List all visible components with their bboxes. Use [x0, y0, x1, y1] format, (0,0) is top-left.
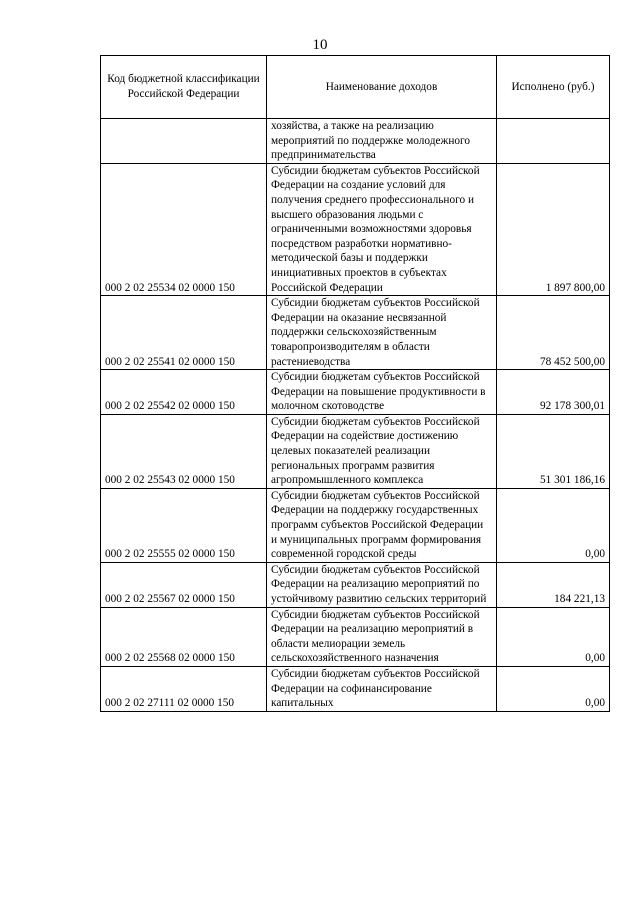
revenue-name-cell: Субсидии бюджетам субъектов Российской Федерации на софинансирование капитальных [267, 666, 497, 711]
header-revenue-name: Наименование доходов [267, 56, 497, 119]
table-row [101, 562, 610, 607]
page-number: 10 [312, 37, 328, 53]
budget-code-cell: 000 2 02 25555 02 0000 150 [101, 488, 267, 562]
table-row [101, 296, 610, 370]
header-executed-amount: Исполнено (руб.) [497, 56, 610, 119]
revenue-name-cell: Субсидии бюджетам субъектов Российской Федерации на содействие достижению целевых показателей реализации региональных программ развития агропромышленного комплекса [267, 414, 497, 488]
amount-cell: 51 301 186,16 [497, 414, 610, 488]
table-row [101, 666, 610, 711]
table-row [101, 163, 610, 295]
budget-code-cell: 000 2 02 25568 02 0000 150 [101, 607, 267, 666]
table-row [101, 370, 610, 415]
revenue-table [100, 55, 610, 712]
amount-cell [497, 119, 610, 164]
revenue-name-cell: Субсидии бюджетам субъектов Российской Федерации на оказание несвязанной поддержки сельскохозяйственным товаропроизводителям в области растениеводства [267, 296, 497, 370]
amount-cell: 0,00 [497, 607, 610, 666]
table-row [101, 607, 610, 666]
table-row [101, 414, 610, 488]
amount-cell: 0,00 [497, 666, 610, 711]
budget-code-cell: 000 2 02 25542 02 0000 150 [101, 370, 267, 415]
revenue-name-cell: Субсидии бюджетам субъектов Российской Федерации на реализацию мероприятий в области мелиорации земель сельскохозяйственного назначения [267, 607, 497, 666]
amount-cell: 92 178 300,01 [497, 370, 610, 415]
amount-cell: 1 897 800,00 [497, 163, 610, 295]
budget-code-cell: 000 2 02 25543 02 0000 150 [101, 414, 267, 488]
budget-code-cell: 000 2 02 25567 02 0000 150 [101, 562, 267, 607]
amount-cell: 0,00 [497, 488, 610, 562]
revenue-name-cell: Субсидии бюджетам субъектов Российской Федерации на создание условий для получения среднего профессионального и высшего образования людьми с ограниченными возможностями здоровья посредством разработки нормативно-методической базы и поддержки инициативных проектов в субъектах Российской Федерации [267, 163, 497, 295]
table-row [101, 119, 610, 164]
table-row [101, 488, 610, 562]
revenue-name-cell: Субсидии бюджетам субъектов Российской Федерации на реализацию мероприятий по устойчивому развитию сельских территорий [267, 562, 497, 607]
budget-code-cell: 000 2 02 27111 02 0000 150 [101, 666, 267, 711]
revenue-name-cell: хозяйства, а также на реализацию мероприятий по поддержке молодежного предпринимательства [267, 119, 497, 164]
budget-code-cell: 000 2 02 25534 02 0000 150 [101, 163, 267, 295]
revenue-name-cell: Субсидии бюджетам субъектов Российской Федерации на повышение продуктивности в молочном скотоводстве [267, 370, 497, 415]
header-budget-code: Код бюджетной классификации Российской Федерации [101, 56, 267, 119]
amount-cell: 78 452 500,00 [497, 296, 610, 370]
budget-code-cell: 000 2 02 25541 02 0000 150 [101, 296, 267, 370]
budget-code-cell [101, 119, 267, 164]
revenue-name-cell: Субсидии бюджетам субъектов Российской Федерации на поддержку государственных программ субъектов Российской Федерации и муниципальных программ формирования современной городской среды [267, 488, 497, 562]
amount-cell: 184 221,13 [497, 562, 610, 607]
table-header-row [101, 56, 610, 119]
